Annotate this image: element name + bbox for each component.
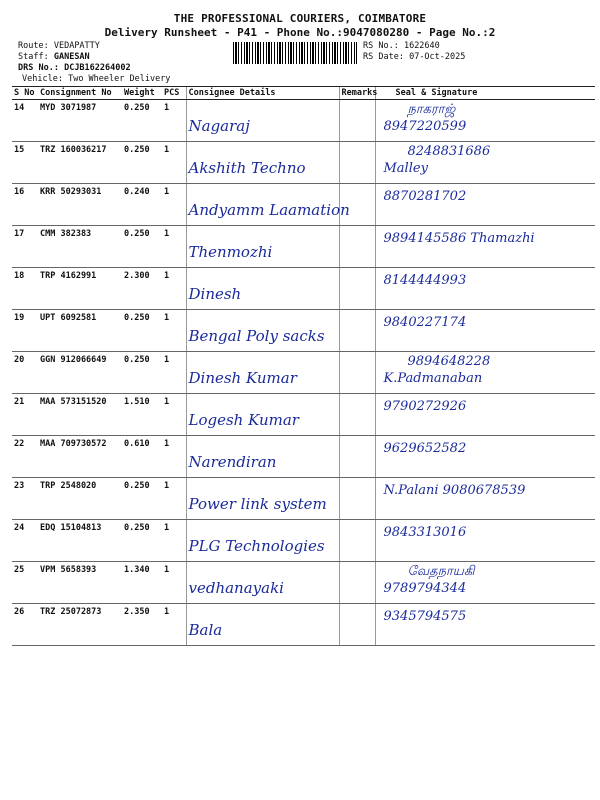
row-seal-cell bbox=[375, 394, 595, 436]
row-seal-cell bbox=[375, 478, 595, 520]
vehicle-value: Two Wheeler Delivery bbox=[68, 74, 171, 84]
row-seal-line2: 8870281702 bbox=[383, 189, 467, 204]
row-seal-line2: 9894145586 Thamazhi bbox=[383, 231, 535, 246]
row-sno: 23 bbox=[12, 478, 38, 520]
row-consignee-cell bbox=[186, 268, 339, 310]
row-consignment-no: EDQ 15104813 bbox=[38, 520, 122, 562]
row-consignee-name: Dinesh bbox=[188, 285, 242, 303]
row-pcs: 1 bbox=[162, 142, 186, 184]
row-weight: 0.250 bbox=[122, 100, 162, 142]
row-consignee-name: PLG Technologies bbox=[188, 537, 325, 555]
row-remarks bbox=[339, 436, 375, 478]
row-consignment-no: VPM 5658393 bbox=[38, 562, 122, 604]
row-weight: 2.350 bbox=[122, 604, 162, 646]
col-pcs: PCS bbox=[162, 87, 186, 100]
row-consignee-cell bbox=[186, 604, 339, 646]
row-seal-cell bbox=[375, 562, 595, 604]
row-remarks bbox=[339, 142, 375, 184]
rs-date-value: 07-Oct-2025 bbox=[409, 52, 466, 62]
row-consignment-no: MYD 3071987 bbox=[38, 100, 122, 142]
row-remarks bbox=[339, 310, 375, 352]
row-seal-cell bbox=[375, 604, 595, 646]
row-seal-cell bbox=[375, 142, 595, 184]
row-weight: 0.240 bbox=[122, 184, 162, 226]
drs-value: DCJB162264002 bbox=[64, 63, 131, 73]
row-sno: 17 bbox=[12, 226, 38, 268]
table-row bbox=[12, 142, 595, 184]
col-weight: Weight bbox=[122, 87, 162, 100]
company-title: THE PROFESSIONAL COURIERS, COIMBATORE bbox=[173, 12, 427, 25]
row-consignee-cell bbox=[186, 142, 339, 184]
row-seal-line2: N.Palani 9080678539 bbox=[383, 483, 526, 498]
table-row bbox=[12, 478, 595, 520]
row-weight: 2.300 bbox=[122, 268, 162, 310]
row-consignment-no: UPT 6092581 bbox=[38, 310, 122, 352]
row-sno: 19 bbox=[12, 310, 38, 352]
drs-line: DRS No.: DCJB162264002 bbox=[18, 63, 131, 73]
col-sno: S No bbox=[12, 87, 38, 100]
row-seal-line1: வேதநாயகி bbox=[407, 564, 475, 579]
table-row bbox=[12, 226, 595, 268]
row-sno: 18 bbox=[12, 268, 38, 310]
row-pcs: 1 bbox=[162, 352, 186, 394]
row-consignee-name: Akshith Techno bbox=[188, 159, 306, 177]
row-seal-line1: 8248831686 bbox=[407, 144, 491, 159]
row-consignment-no: TRZ 160036217 bbox=[38, 142, 122, 184]
row-consignment-no: CMM 382383 bbox=[38, 226, 122, 268]
row-remarks bbox=[339, 604, 375, 646]
row-weight: 1.340 bbox=[122, 562, 162, 604]
row-sno: 21 bbox=[12, 394, 38, 436]
row-sno: 24 bbox=[12, 520, 38, 562]
row-consignment-no: TRP 2548020 bbox=[38, 478, 122, 520]
col-remarks: Remarks bbox=[339, 87, 375, 100]
row-pcs: 1 bbox=[162, 268, 186, 310]
row-weight: 0.250 bbox=[122, 310, 162, 352]
rs-no-line: RS No.: 1622640 bbox=[363, 41, 440, 51]
row-remarks bbox=[339, 268, 375, 310]
row-seal-cell bbox=[375, 184, 595, 226]
row-seal-line2: K.Padmanaban bbox=[383, 371, 483, 386]
row-seal-cell bbox=[375, 310, 595, 352]
row-consignee-cell bbox=[186, 436, 339, 478]
row-seal-line2: 9790272926 bbox=[383, 399, 467, 414]
row-seal-cell bbox=[375, 268, 595, 310]
row-seal-cell bbox=[375, 520, 595, 562]
row-seal-line2: 9840227174 bbox=[383, 315, 467, 330]
staff-line: Staff: GANESAN bbox=[18, 52, 90, 62]
row-consignment-no: TRZ 25072873 bbox=[38, 604, 122, 646]
row-consignee-name: Power link system bbox=[188, 495, 327, 513]
row-remarks bbox=[339, 100, 375, 142]
row-seal-line2: 9629652582 bbox=[383, 441, 467, 456]
table-row bbox=[12, 520, 595, 562]
row-seal-line1: நாகராஜ் bbox=[407, 102, 456, 117]
runsheet-subtitle: Delivery Runsheet - P41 - Phone No.:9047080280 - Page No.:2 bbox=[104, 26, 496, 39]
row-pcs: 1 bbox=[162, 604, 186, 646]
row-weight: 0.250 bbox=[122, 478, 162, 520]
row-remarks bbox=[339, 478, 375, 520]
row-consignee-name: Dinesh Kumar bbox=[188, 369, 297, 387]
table-row bbox=[12, 352, 595, 394]
table-row bbox=[12, 184, 595, 226]
row-seal-cell bbox=[375, 100, 595, 142]
row-pcs: 1 bbox=[162, 478, 186, 520]
row-consignee-name: Bengal Poly sacks bbox=[188, 327, 325, 345]
row-sno: 14 bbox=[12, 100, 38, 142]
row-pcs: 1 bbox=[162, 436, 186, 478]
row-seal-line2: 8144444993 bbox=[383, 273, 467, 288]
row-sno: 16 bbox=[12, 184, 38, 226]
row-remarks bbox=[339, 226, 375, 268]
row-consignee-cell bbox=[186, 562, 339, 604]
table-row bbox=[12, 394, 595, 436]
rs-no-value: 1622640 bbox=[403, 41, 440, 51]
row-sno: 25 bbox=[12, 562, 38, 604]
row-pcs: 1 bbox=[162, 100, 186, 142]
row-consignee-cell bbox=[186, 352, 339, 394]
table-row bbox=[12, 436, 595, 478]
col-consignment: Consignment No bbox=[38, 87, 122, 100]
row-seal-line2: Malley bbox=[383, 161, 428, 176]
row-seal-line1: 9894648228 bbox=[407, 354, 491, 369]
row-weight: 0.250 bbox=[122, 142, 162, 184]
row-consignee-name: Andyamm Laamation bbox=[188, 201, 350, 219]
row-consignee-name: Narendiran bbox=[188, 453, 277, 471]
row-remarks bbox=[339, 394, 375, 436]
row-pcs: 1 bbox=[162, 184, 186, 226]
row-seal-cell bbox=[375, 226, 595, 268]
row-weight: 0.250 bbox=[122, 520, 162, 562]
row-consignment-no: MAA 573151520 bbox=[38, 394, 122, 436]
row-consignee-cell bbox=[186, 520, 339, 562]
row-seal-cell bbox=[375, 436, 595, 478]
row-sno: 26 bbox=[12, 604, 38, 646]
row-seal-line2: 9843313016 bbox=[383, 525, 467, 540]
row-weight: 1.510 bbox=[122, 394, 162, 436]
table-row bbox=[12, 310, 595, 352]
row-remarks bbox=[339, 562, 375, 604]
rs-date-line: RS Date: 07-Oct-2025 bbox=[363, 52, 466, 62]
row-consignee-name: Nagaraj bbox=[188, 117, 250, 135]
row-pcs: 1 bbox=[162, 520, 186, 562]
table-row bbox=[12, 562, 595, 604]
table-row bbox=[12, 604, 595, 646]
row-weight: 0.250 bbox=[122, 352, 162, 394]
col-consignee: Consignee Details bbox=[186, 87, 339, 100]
row-consignment-no: MAA 709730572 bbox=[38, 436, 122, 478]
row-consignee-name: Bala bbox=[188, 621, 223, 639]
barcode bbox=[233, 42, 357, 64]
row-pcs: 1 bbox=[162, 226, 186, 268]
row-consignee-cell bbox=[186, 478, 339, 520]
row-consignee-name: Thenmozhi bbox=[188, 243, 273, 261]
table-row bbox=[12, 268, 595, 310]
row-sno: 15 bbox=[12, 142, 38, 184]
runsheet-table bbox=[12, 86, 595, 646]
row-consignee-cell bbox=[186, 310, 339, 352]
row-weight: 0.610 bbox=[122, 436, 162, 478]
table-header bbox=[12, 87, 595, 100]
row-seal-cell bbox=[375, 352, 595, 394]
row-consignee-cell bbox=[186, 100, 339, 142]
row-consignee-cell bbox=[186, 184, 350, 226]
row-consignment-no: KRR 50293031 bbox=[38, 184, 122, 226]
row-consignee-name: Logesh Kumar bbox=[188, 411, 299, 429]
route-line: Route: VEDAPATTY bbox=[18, 41, 100, 51]
row-remarks bbox=[339, 352, 375, 394]
route-value: VEDAPATTY bbox=[53, 41, 100, 51]
row-sno: 20 bbox=[12, 352, 38, 394]
row-remarks bbox=[339, 520, 375, 562]
row-pcs: 1 bbox=[162, 394, 186, 436]
row-seal-line2: 9789794344 bbox=[383, 581, 467, 596]
staff-value: GANESAN bbox=[53, 52, 90, 62]
row-consignee-name: vedhanayaki bbox=[188, 579, 284, 597]
row-pcs: 1 bbox=[162, 562, 186, 604]
row-seal-line2: 8947220599 bbox=[383, 119, 467, 134]
vehicle-line: Vehicle: Two Wheeler Delivery bbox=[22, 74, 171, 84]
col-seal: Seal & Signature bbox=[375, 87, 595, 100]
row-sno: 22 bbox=[12, 436, 38, 478]
row-weight: 0.250 bbox=[122, 226, 162, 268]
row-consignment-no: GGN 912066649 bbox=[38, 352, 122, 394]
row-consignee-cell bbox=[186, 226, 339, 268]
row-seal-line2: 9345794575 bbox=[383, 609, 467, 624]
row-consignee-cell bbox=[186, 394, 339, 436]
table-row bbox=[12, 100, 595, 142]
row-pcs: 1 bbox=[162, 310, 186, 352]
row-consignment-no: TRP 4162991 bbox=[38, 268, 122, 310]
